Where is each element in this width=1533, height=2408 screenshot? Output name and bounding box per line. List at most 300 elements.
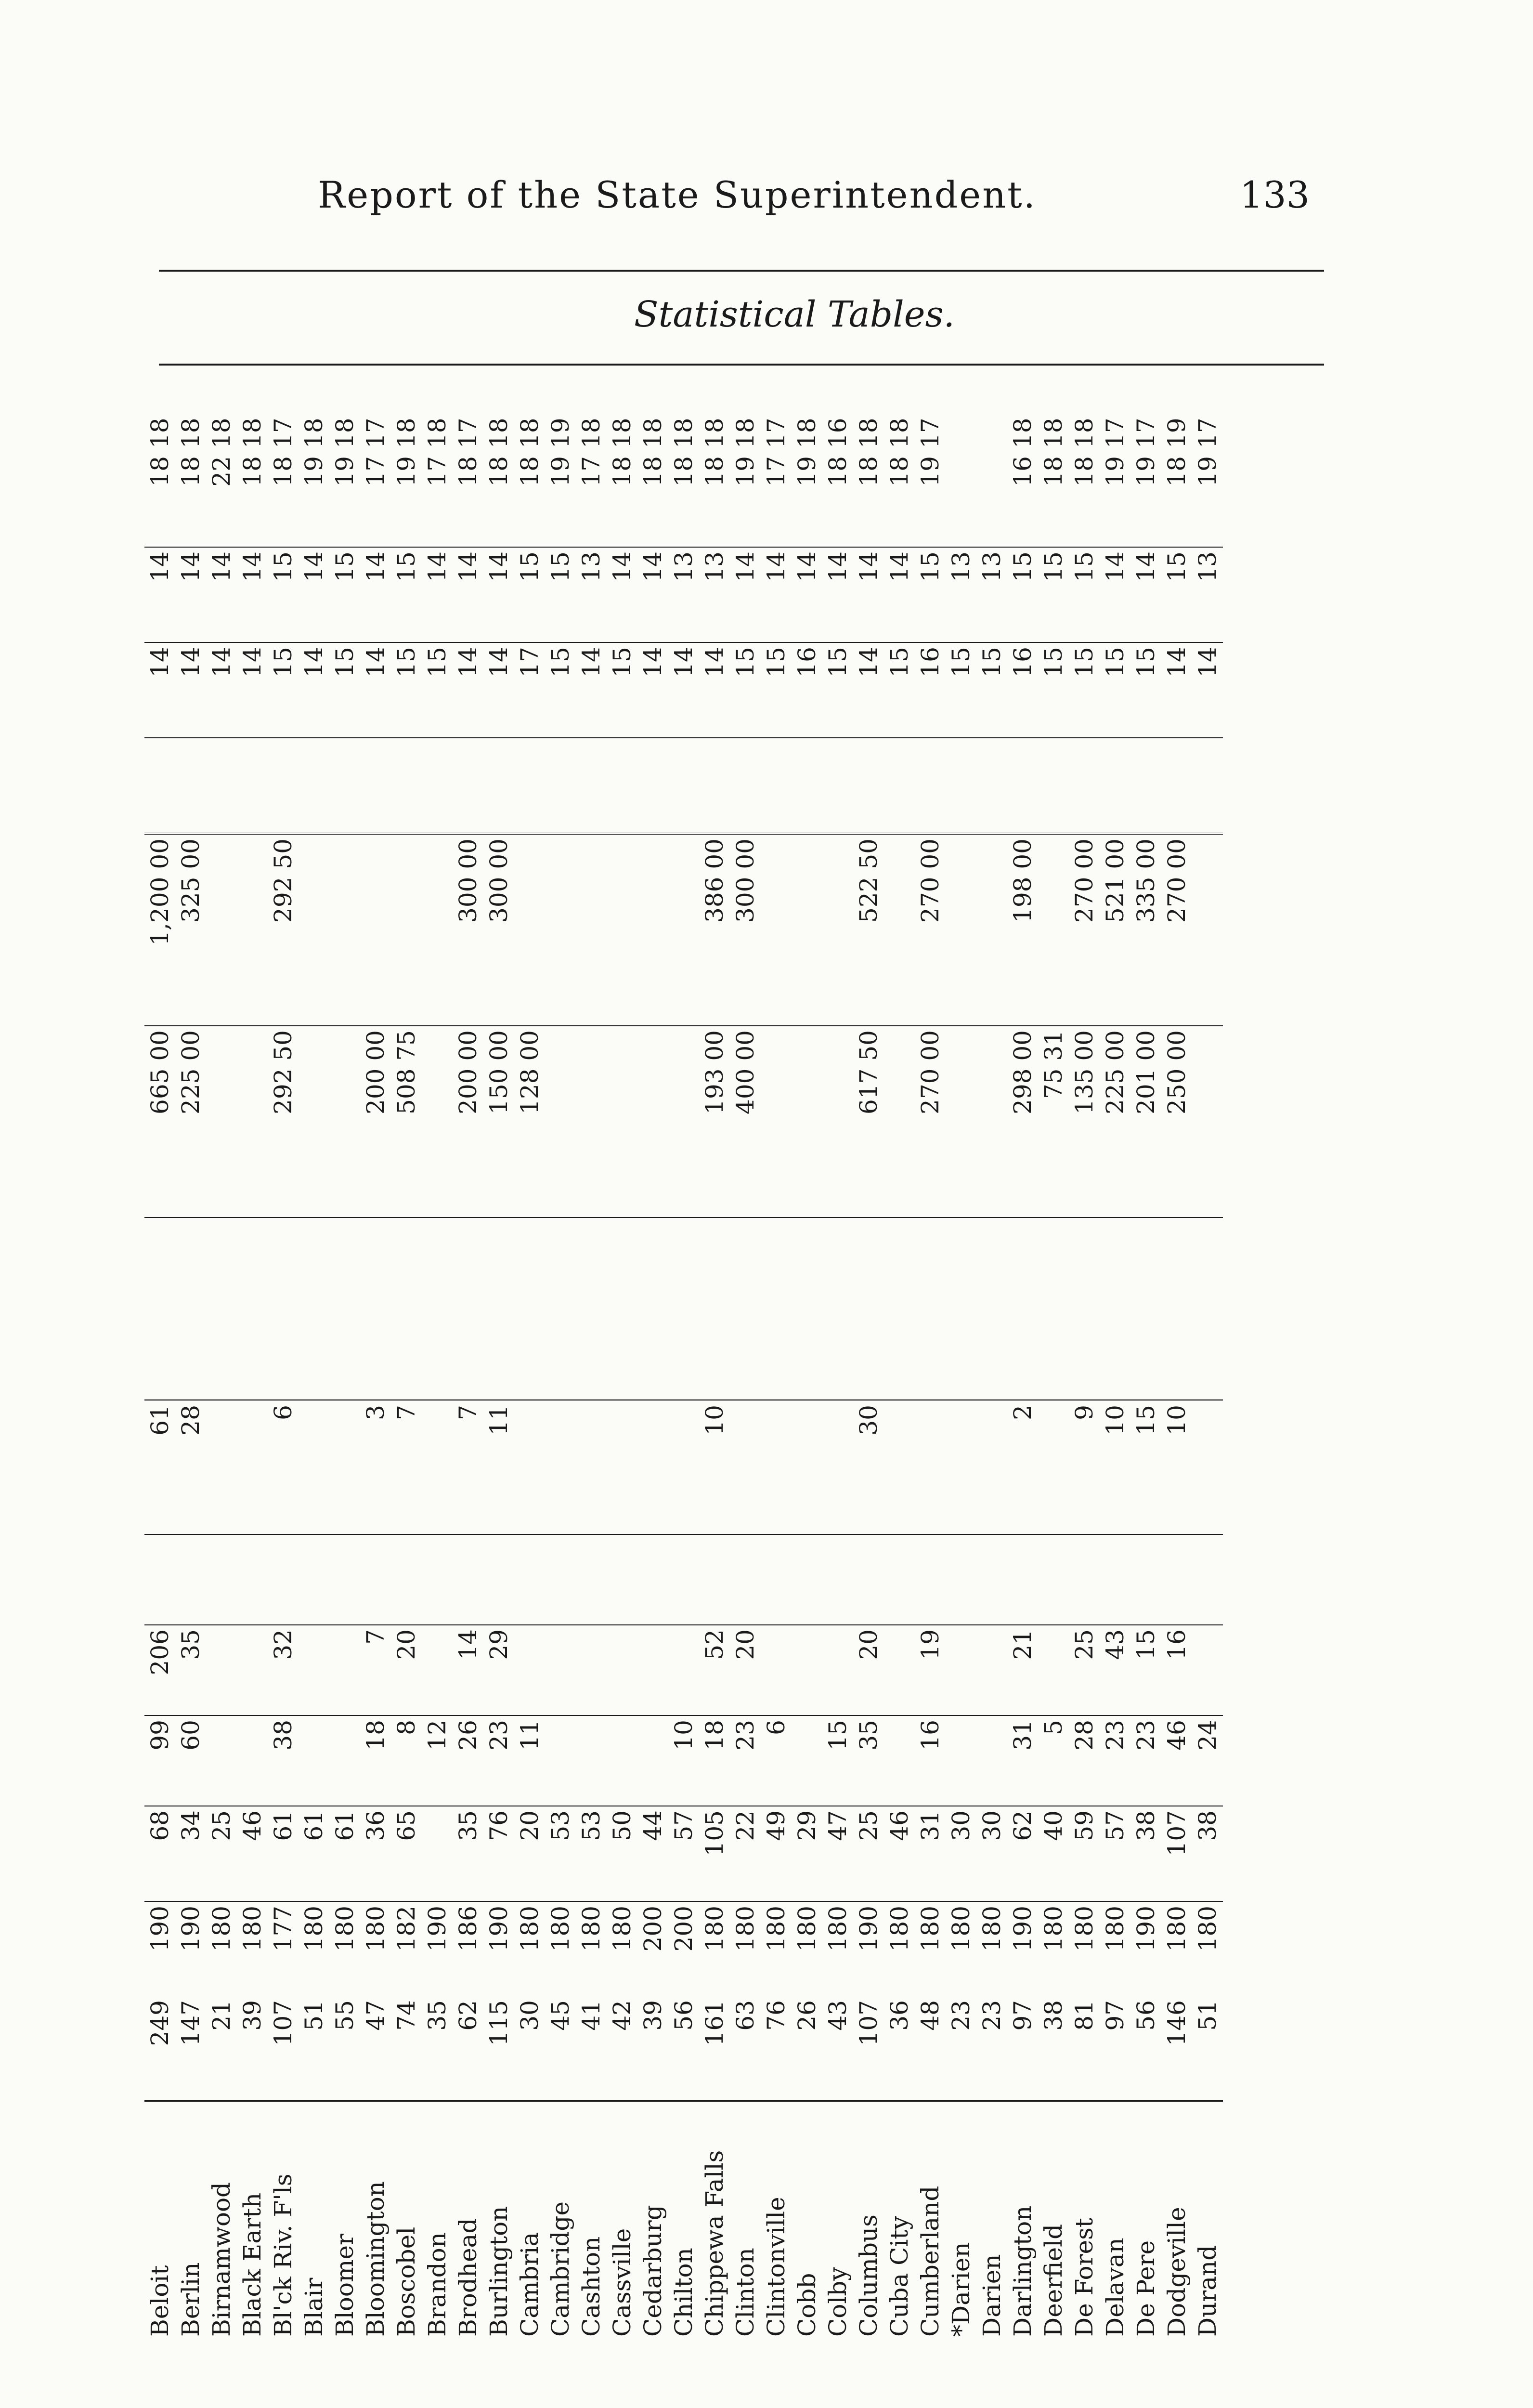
table-cell: 18 xyxy=(639,418,667,448)
table-cell: 15 xyxy=(268,642,299,738)
table-cell xyxy=(422,1806,453,1901)
table-cell: 39 xyxy=(637,1996,668,2101)
table-cell xyxy=(1100,1534,1130,1625)
table-cell xyxy=(1161,1217,1192,1400)
table-row xyxy=(1192,414,1223,2341)
table-cell: 16 xyxy=(915,642,946,738)
table-cell xyxy=(946,452,976,547)
page-number: 133 xyxy=(1239,173,1310,216)
table-cell: 14 xyxy=(360,547,391,642)
table-cell: 18 xyxy=(853,452,884,547)
table-cell xyxy=(360,1534,391,1625)
table-cell: 14 xyxy=(206,547,237,642)
table-cell: 18 xyxy=(175,452,206,547)
statistical-table xyxy=(144,414,1223,2341)
table-cell: 6 xyxy=(268,1400,299,1534)
table-cell: 115 xyxy=(483,1996,514,2101)
table-cell: 15 xyxy=(1130,1400,1161,1534)
table-cell: 200 00 xyxy=(453,1026,483,1217)
table-cell: 59 xyxy=(1069,1806,1100,1901)
table-cell xyxy=(576,1534,607,1625)
table-cell: 18 xyxy=(822,452,853,547)
table-cell xyxy=(206,1400,237,1534)
table-cell: 18 xyxy=(331,418,359,448)
table-cell xyxy=(576,1715,607,1806)
table-cell: 23 xyxy=(946,1996,976,2101)
table-cell: 190 xyxy=(1132,1906,1160,1952)
table-cell xyxy=(761,1625,792,1715)
table-cell: 24 xyxy=(1192,1715,1223,1806)
table-cell: 18 xyxy=(300,418,328,448)
table-cell: 249 xyxy=(144,1996,175,2101)
table-cell xyxy=(299,1534,329,1625)
table-cell xyxy=(853,1534,884,1625)
table-cell: 36 xyxy=(360,1806,391,1901)
table-cell xyxy=(329,834,360,1026)
table-cell: 180 xyxy=(885,1906,913,1952)
table-cell: 15 xyxy=(1038,547,1069,642)
header-rule xyxy=(159,270,1324,272)
table-cell: 14 xyxy=(144,547,175,642)
school-name: Birnamwood xyxy=(208,2182,235,2337)
table-cell: 16 xyxy=(1161,1625,1192,1715)
school-name: Cobb xyxy=(793,2273,821,2337)
table-cell: 14 xyxy=(299,642,329,738)
table-cell xyxy=(946,1625,976,1715)
table-cell: 18 xyxy=(608,418,636,448)
table-cell xyxy=(422,1026,453,1217)
table-cell xyxy=(1007,738,1038,834)
table-cell: 14 xyxy=(360,642,391,738)
table-cell xyxy=(514,738,545,834)
table-cell xyxy=(607,1625,637,1715)
table-cell: 19 xyxy=(915,1625,946,1715)
table-cell: 15 xyxy=(329,547,360,642)
table-cell xyxy=(545,1400,576,1534)
table-cell: 190 xyxy=(423,1906,451,1952)
table-cell: 18 xyxy=(793,418,821,448)
table-cell xyxy=(175,1217,206,1400)
table-cell: 23 xyxy=(730,1715,761,1806)
table-cell: 14 xyxy=(422,547,453,642)
table-cell: 38 xyxy=(1038,1996,1069,2101)
school-name: Cambridge xyxy=(546,2201,574,2337)
table-cell xyxy=(545,1715,576,1806)
table-cell: 107 xyxy=(1161,1806,1192,1901)
table-cell: 19 xyxy=(329,452,360,547)
running-header xyxy=(318,173,1310,226)
school-name: Deerfield xyxy=(1039,2224,1067,2337)
table-cell: 18 xyxy=(144,452,175,547)
table-cell: 180 xyxy=(824,1906,852,1952)
table-cell: 22 xyxy=(730,1806,761,1901)
table-cell xyxy=(761,1534,792,1625)
table-cell: 14 xyxy=(453,642,483,738)
table-cell: 14 xyxy=(237,642,268,738)
school-name: Black Earth xyxy=(238,2192,266,2337)
school-name: Colby xyxy=(824,2267,852,2337)
table-row xyxy=(237,414,268,2341)
table-cell xyxy=(422,1400,453,1534)
table-cell xyxy=(329,1217,360,1400)
table-row xyxy=(915,414,946,2341)
table-cell xyxy=(237,1400,268,1534)
table-cell: 43 xyxy=(822,1996,853,2101)
table-cell: 180 xyxy=(731,1906,759,1952)
table-cell: 180 xyxy=(208,1906,235,1952)
school-name: De Pere xyxy=(1132,2240,1160,2337)
table-cell: 335 00 xyxy=(1130,834,1161,1026)
table-cell: 42 xyxy=(607,1996,637,2101)
table-cell: 40 xyxy=(1038,1806,1069,1901)
table-cell xyxy=(237,1026,268,1217)
table-cell: 38 xyxy=(268,1715,299,1806)
table-cell xyxy=(422,1625,453,1715)
school-name: Bloomer xyxy=(331,2234,359,2337)
table-cell xyxy=(884,1026,915,1217)
table-cell xyxy=(915,738,946,834)
school-name: Chippewa Falls xyxy=(701,2150,728,2337)
table-cell xyxy=(206,1026,237,1217)
table-row xyxy=(1007,414,1038,2341)
table-cell: 186 xyxy=(454,1906,482,1952)
table-cell xyxy=(576,834,607,1026)
table-cell: 10 xyxy=(668,1715,699,1806)
school-name: *Darien xyxy=(947,2242,975,2337)
table-cell: 20 xyxy=(391,1625,422,1715)
school-name: Burlington xyxy=(485,2206,513,2337)
table-cell: 18 xyxy=(699,1715,730,1806)
table-cell: 128 00 xyxy=(514,1026,545,1217)
table-cell: 20 xyxy=(730,1625,761,1715)
table-row xyxy=(637,414,668,2341)
table-cell xyxy=(1007,1534,1038,1625)
table-cell: 18 xyxy=(668,452,699,547)
table-cell xyxy=(206,1715,237,1806)
table-cell xyxy=(1192,1534,1223,1625)
table-cell: 97 xyxy=(1100,1996,1130,2101)
table-cell: 35 xyxy=(422,1996,453,2101)
table-cell xyxy=(391,1534,422,1625)
table-cell xyxy=(1192,1625,1223,1715)
table-row xyxy=(792,414,822,2341)
table-cell: 15 xyxy=(514,547,545,642)
table-cell xyxy=(576,1026,607,1217)
table-cell: 15 xyxy=(391,642,422,738)
table-cell: 147 xyxy=(175,1996,206,2101)
table-cell xyxy=(853,738,884,834)
table-cell xyxy=(668,738,699,834)
table-cell: 17 xyxy=(1132,418,1160,448)
table-cell: 13 xyxy=(946,547,976,642)
table-cell xyxy=(761,834,792,1026)
table-cell xyxy=(822,1625,853,1715)
table-row xyxy=(1069,414,1100,2341)
table-cell xyxy=(822,1400,853,1534)
table-cell: 13 xyxy=(699,547,730,642)
table-cell: 200 00 xyxy=(360,1026,391,1217)
table-cell xyxy=(514,1534,545,1625)
table-cell xyxy=(576,738,607,834)
table-cell xyxy=(391,834,422,1026)
school-name: Darien xyxy=(978,2254,1006,2337)
table-cell xyxy=(391,1217,422,1400)
table-cell: 28 xyxy=(175,1400,206,1534)
table-cell: 38 xyxy=(1130,1806,1161,1901)
table-cell xyxy=(237,738,268,834)
table-cell: 18 xyxy=(516,418,544,448)
table-cell: 14 xyxy=(761,547,792,642)
table-row xyxy=(299,414,329,2341)
table-cell xyxy=(884,1217,915,1400)
table-cell: 18 xyxy=(731,418,759,448)
table-cell: 15 xyxy=(730,642,761,738)
table-cell: 8 xyxy=(391,1715,422,1806)
table-cell: 18 xyxy=(1009,418,1037,448)
table-cell: 76 xyxy=(483,1806,514,1901)
table-cell: 18 xyxy=(453,452,483,547)
table-cell: 17 xyxy=(916,418,944,448)
table-cell xyxy=(545,1534,576,1625)
table-cell xyxy=(822,1534,853,1625)
table-cell xyxy=(391,738,422,834)
table-cell: 17 xyxy=(360,452,391,547)
table-cell: 7 xyxy=(453,1400,483,1534)
table-cell: 6 xyxy=(761,1715,792,1806)
table-cell: 14 xyxy=(822,547,853,642)
table-cell: 18 xyxy=(637,452,668,547)
table-cell: 23 xyxy=(1100,1715,1130,1806)
table-cell xyxy=(637,1715,668,1806)
table-cell: 18 xyxy=(360,1715,391,1806)
table-cell: 18 xyxy=(514,452,545,547)
table-cell: 18 xyxy=(237,452,268,547)
table-cell xyxy=(545,1026,576,1217)
table-cell xyxy=(329,1715,360,1806)
table-cell xyxy=(268,1217,299,1400)
table-cell xyxy=(175,738,206,834)
school-name: Delavan xyxy=(1101,2238,1129,2337)
table-cell: 180 xyxy=(1163,1906,1191,1952)
table-cell: 19 xyxy=(391,452,422,547)
table-cell: 19 xyxy=(1163,418,1191,448)
table-cell: 16 xyxy=(1007,642,1038,738)
table-cell xyxy=(792,738,822,834)
table-cell: 15 xyxy=(1038,642,1069,738)
table-row xyxy=(853,414,884,2341)
table-cell xyxy=(1038,1400,1069,1534)
table-cell xyxy=(237,1625,268,1715)
table-cell: 17 xyxy=(269,418,297,448)
table-cell: 43 xyxy=(1100,1625,1130,1715)
table-cell xyxy=(607,1400,637,1534)
table-cell: 521 00 xyxy=(1100,834,1130,1026)
table-cell xyxy=(1192,834,1223,1026)
table-cell: 292 50 xyxy=(268,834,299,1026)
table-cell: 18 xyxy=(699,452,730,547)
table-cell: 29 xyxy=(483,1625,514,1715)
table-cell: 17 xyxy=(514,642,545,738)
table-cell: 14 xyxy=(884,547,915,642)
table-cell: 15 xyxy=(607,642,637,738)
table-cell xyxy=(1161,738,1192,834)
school-name: Beloit xyxy=(146,2265,174,2337)
table-cell: 18 xyxy=(885,418,913,448)
table-cell: 47 xyxy=(822,1806,853,1901)
running-title: Report of the State Superintendent. xyxy=(318,173,1037,216)
table-cell: 19 xyxy=(1130,452,1161,547)
table-cell: 300 00 xyxy=(483,834,514,1026)
table-cell xyxy=(422,1534,453,1625)
table-cell xyxy=(268,1534,299,1625)
table-cell: 177 xyxy=(269,1906,297,1952)
table-cell: 9 xyxy=(1069,1400,1100,1534)
table-cell: 14 xyxy=(453,1625,483,1715)
table-cell xyxy=(175,1534,206,1625)
school-name: Berlin xyxy=(177,2262,205,2337)
table-cell: 56 xyxy=(668,1996,699,2101)
table-row xyxy=(946,414,976,2341)
table-cell: 18 xyxy=(1039,418,1067,448)
table-cell: 1,200 00 xyxy=(144,834,175,1026)
table-cell xyxy=(637,834,668,1026)
school-name: Brandon xyxy=(423,2232,451,2337)
school-name: Durand xyxy=(1194,2245,1221,2337)
table-cell xyxy=(668,1400,699,1534)
table-cell xyxy=(607,1026,637,1217)
table-cell: 19 xyxy=(730,452,761,547)
table-cell: 150 00 xyxy=(483,1026,514,1217)
table-cell: 44 xyxy=(637,1806,668,1901)
table-cell: 190 xyxy=(177,1906,205,1952)
table-cell xyxy=(1038,1534,1069,1625)
table-cell: 14 xyxy=(1192,642,1223,738)
table-cell: 18 xyxy=(1161,452,1192,547)
table-cell: 61 xyxy=(329,1806,360,1901)
table-cell: 18 xyxy=(268,452,299,547)
table-cell: 18 xyxy=(1070,418,1098,448)
school-name: Cambria xyxy=(516,2232,544,2337)
table-row xyxy=(175,414,206,2341)
table-cell: 14 xyxy=(453,547,483,642)
school-name: Boscobel xyxy=(392,2226,420,2337)
table-cell xyxy=(792,1026,822,1217)
table-cell: 200 xyxy=(639,1906,667,1952)
table-cell: 522 50 xyxy=(853,834,884,1026)
table-cell: 18 xyxy=(146,418,174,448)
table-row xyxy=(1130,414,1161,2341)
table-cell: 15 xyxy=(1069,642,1100,738)
table-cell: 51 xyxy=(299,1996,329,2101)
table-cell: 201 00 xyxy=(1130,1026,1161,1217)
table-subtitle: Statistical Tables. xyxy=(634,294,955,335)
table-cell xyxy=(792,1534,822,1625)
table-cell xyxy=(976,1715,1007,1806)
table-row xyxy=(884,414,915,2341)
table-cell xyxy=(730,1534,761,1625)
table-cell xyxy=(545,738,576,834)
table-cell: 15 xyxy=(1130,1625,1161,1715)
table-cell xyxy=(1007,1217,1038,1400)
table-cell xyxy=(329,1026,360,1217)
table-cell: 7 xyxy=(360,1625,391,1715)
table-cell xyxy=(422,834,453,1026)
table-row xyxy=(391,414,422,2341)
table-cell xyxy=(730,1217,761,1400)
table-cell: 400 00 xyxy=(730,1026,761,1217)
table-cell: 15 xyxy=(1100,642,1130,738)
table-cell: 26 xyxy=(453,1715,483,1806)
table-cell: 14 xyxy=(730,547,761,642)
table-cell: 11 xyxy=(514,1715,545,1806)
table-row xyxy=(761,414,792,2341)
table-row xyxy=(206,414,237,2341)
table-row xyxy=(514,414,545,2341)
school-name: Cashton xyxy=(577,2236,605,2337)
table-cell xyxy=(915,1534,946,1625)
table-cell: 16 xyxy=(792,642,822,738)
table-cell: 17 xyxy=(422,452,453,547)
table-cell xyxy=(576,1400,607,1534)
table-cell xyxy=(946,834,976,1026)
table-cell: 12 xyxy=(422,1715,453,1806)
table-cell: 63 xyxy=(730,1996,761,2101)
school-name: Darlington xyxy=(1009,2205,1037,2337)
table-cell: 18 xyxy=(607,452,637,547)
table-cell: 15 xyxy=(761,642,792,738)
school-name: Cedarburg xyxy=(639,2205,667,2337)
table-cell: 19 xyxy=(792,452,822,547)
table-cell: 19 xyxy=(546,418,574,448)
table-cell: 17 xyxy=(762,418,790,448)
table-cell xyxy=(514,1400,545,1534)
table-cell xyxy=(514,1217,545,1400)
table-cell xyxy=(422,1217,453,1400)
school-name: Cassville xyxy=(608,2228,636,2337)
table-cell xyxy=(761,738,792,834)
table-cell xyxy=(946,414,976,452)
table-cell xyxy=(668,1534,699,1625)
table-cell: 5 xyxy=(1038,1715,1069,1806)
table-cell: 62 xyxy=(453,1996,483,2101)
table-cell: 19 xyxy=(299,452,329,547)
table-cell xyxy=(360,738,391,834)
table-cell: 18 xyxy=(392,418,420,448)
table-cell: 15 xyxy=(915,547,946,642)
table-cell: 17 xyxy=(454,418,482,448)
table-cell xyxy=(1100,1217,1130,1400)
table-cell: 325 00 xyxy=(175,834,206,1026)
table-cell: 19 xyxy=(1192,452,1223,547)
table-row xyxy=(329,414,360,2341)
table-cell: 38 xyxy=(1192,1806,1223,1901)
table-cell xyxy=(576,1217,607,1400)
table-cell xyxy=(792,834,822,1026)
table-cell: 180 xyxy=(546,1906,574,1952)
table-cell xyxy=(299,1217,329,1400)
table-cell: 200 xyxy=(670,1906,698,1952)
table-cell xyxy=(206,1625,237,1715)
table-cell: 15 xyxy=(391,547,422,642)
school-name: Bloomington xyxy=(362,2181,390,2337)
table-cell: 15 xyxy=(822,1715,853,1806)
table-cell: 225 00 xyxy=(1100,1026,1130,1217)
table-cell xyxy=(637,1026,668,1217)
table-cell xyxy=(1192,1400,1223,1534)
table-cell xyxy=(237,1217,268,1400)
table-cell: 75 31 xyxy=(1038,1026,1069,1217)
table-cell xyxy=(299,1625,329,1715)
